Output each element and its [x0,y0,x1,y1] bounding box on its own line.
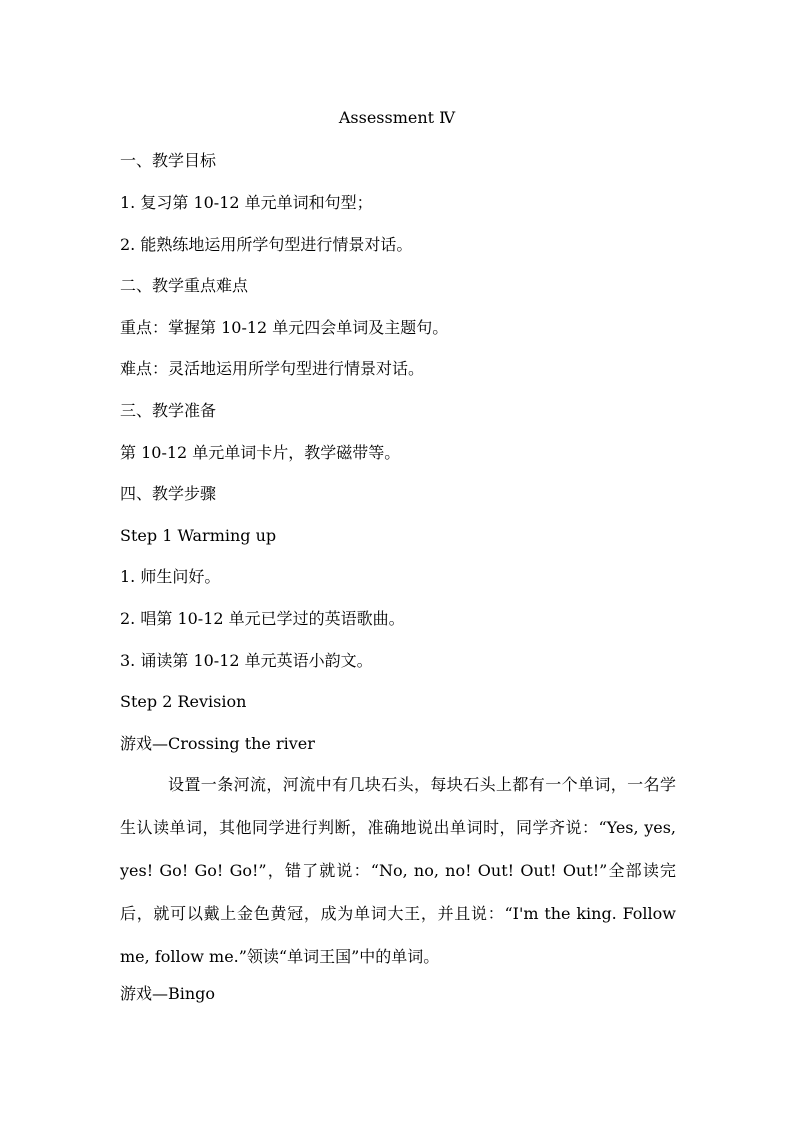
game-bingo-heading: 游戏—Bingo [120,984,216,1003]
step-2-heading: Step 2 Revision [120,692,247,711]
step-1-item-2: 2. 唱第 10-12 单元已学过的英语歌曲。 [120,609,405,628]
step-1-item-1: 1. 师生问好。 [120,567,221,586]
document-title: Assessment Ⅳ [338,108,456,127]
section-heading-preparation: 三、教学准备 [120,401,217,420]
game-crossing-river-heading: 游戏—Crossing the river [120,734,315,753]
game-description-paragraph: 设置一条河流，河流中有几块石头，每块石头上都有一个单词，一名学生认读单词，其他同学进行判断，准确地说出单词时，同学齐说：“Yes, yes, yes! Go! Go! Go!”，错了就说：“No, no, no! Out! Out! Out!”全部读完后，就可以戴上金色黄冠，成为单词大王，并且说：“I'm the king. Follow me, follow me.”领读“单词王国”中的单词。 [120,775,676,966]
section-heading-objectives: 一、教学目标 [120,151,217,170]
section-heading-steps: 四、教学步骤 [120,484,217,503]
objective-item-2: 2. 能熟练地运用所学句型进行情景对话。 [120,235,413,254]
preparation-line: 第 10-12 单元单词卡片，教学磁带等。 [120,443,401,462]
step-1-item-3: 3. 诵读第 10-12 单元英语小韵文。 [120,651,373,670]
difficult-point-line: 难点：灵活地运用所学句型进行情景对话。 [120,359,425,378]
objective-item-1: 1. 复习第 10-12 单元单词和句型； [120,193,373,212]
step-1-heading: Step 1 Warming up [120,526,277,545]
section-heading-key-points: 二、教学重点难点 [120,276,249,295]
key-point-line: 重点：掌握第 10-12 单元四会单词及主题句。 [120,318,449,337]
